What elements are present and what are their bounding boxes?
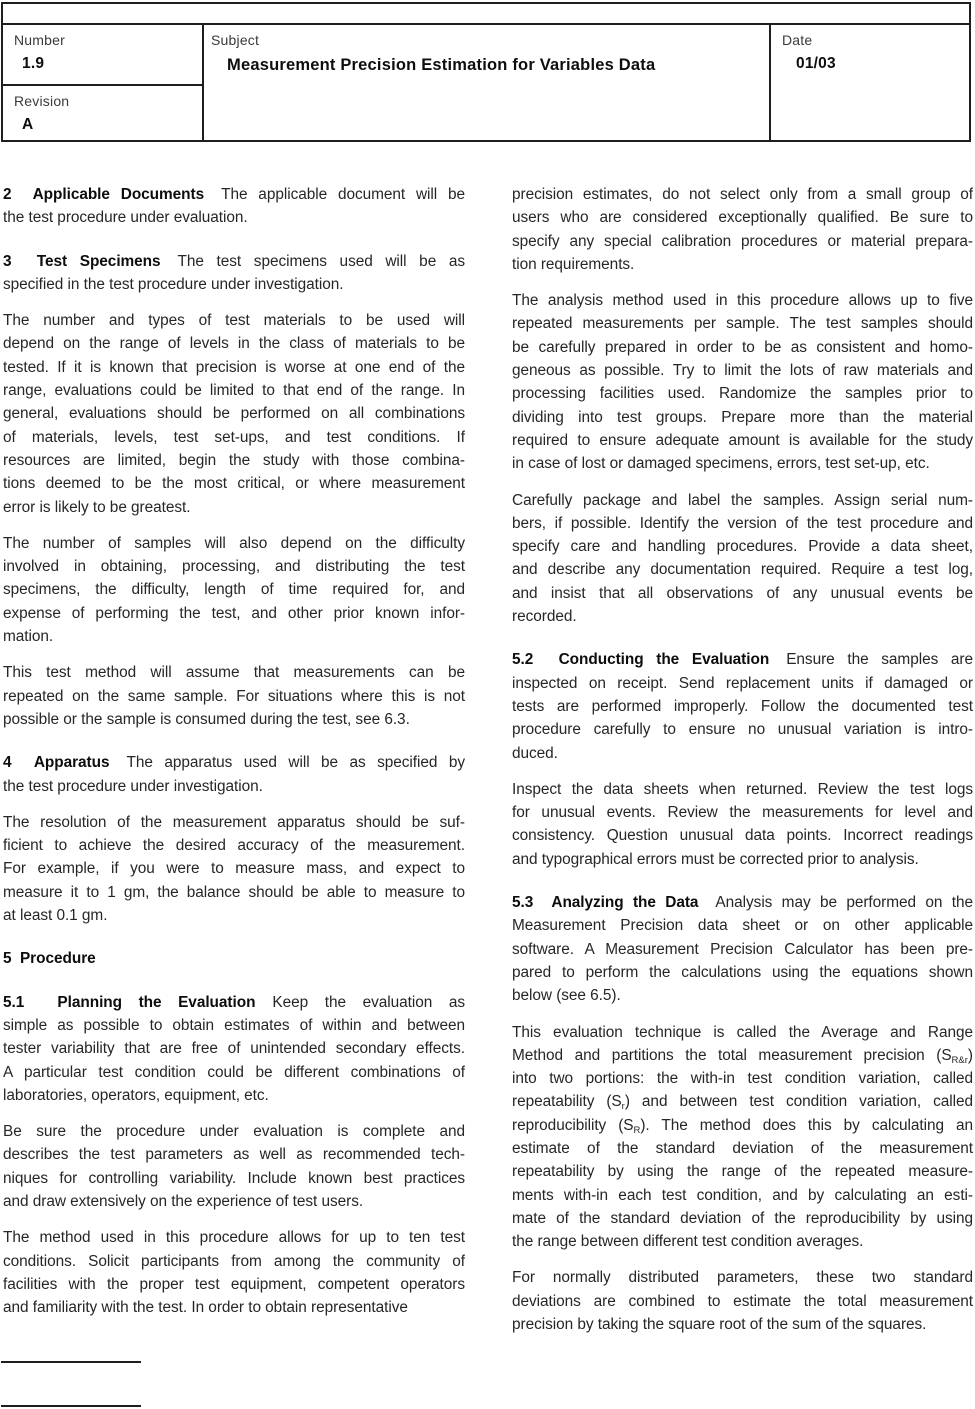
text-line: tested. If it is known that precision is worse at one end of the: [3, 358, 465, 376]
text-line: specimens, the difficulty, length of time required for, and: [3, 581, 465, 599]
footnote-rule: [1, 1405, 141, 1407]
text-line: Carefully package and label the samples. Assign serial num-: [512, 491, 973, 509]
footnote-rule: [1, 1361, 141, 1363]
text-line: For normally distributed parameters, these two standard: [512, 1269, 973, 1287]
text-line: ments with-in each test condition, and by calculating an esti-: [512, 1186, 973, 1204]
text-line: 5.2 Conducting the Evaluation Ensure the samples are: [512, 651, 973, 669]
text-line: possible or the sample is consumed during the test, see 6.3.: [3, 710, 410, 728]
text-line: tions deemed to be the most critical, or where measurement: [3, 475, 465, 493]
text-line: 5.3 Analyzing the Data Analysis may be performed on the: [512, 894, 973, 912]
text-line: processing facilities used. Randomize the samples prior to: [512, 385, 973, 403]
section-heading: 5.2 Conducting the Evaluation: [512, 651, 770, 669]
header-left-column: [3, 25, 204, 140]
text-line: the test procedure under evaluation.: [3, 209, 248, 227]
paragraph: [512, 183, 973, 276]
section-paragraph: [3, 250, 465, 297]
text-line: The number of samples will also depend on the difficulty: [3, 534, 465, 552]
paragraph: [3, 532, 465, 648]
text-line: users who are considered exceptionally qualified. Be sure to: [512, 209, 973, 227]
text-line: and insist that all observations of any unusual events be: [512, 584, 973, 602]
section-heading: 3 Test Specimens: [3, 252, 161, 270]
text-line: duced.: [512, 744, 558, 762]
text-line: Method and partitions the total measurement precision (SR&r): [512, 1046, 973, 1066]
section-paragraph: [3, 183, 465, 230]
text-line: repeated measurements per sample. The test samples should: [512, 315, 973, 333]
text-line: niques for controlling variability. Include known best practices: [3, 1169, 465, 1187]
text-line: specify care and handling procedures. Provide a data sheet,: [512, 538, 973, 556]
section-heading: 4 Apparatus: [3, 754, 110, 772]
text-line: mate of the standard deviation of the reproducibility by using: [512, 1209, 973, 1227]
text-line: depend on the range of levels in the class of materials to be: [3, 335, 465, 353]
text-line: required to ensure adequate amount is available for the study: [512, 431, 973, 449]
text-line: 5.1 Planning the Evaluation Keep the evaluation as: [3, 993, 465, 1011]
section-heading: 5.1 Planning the Evaluation: [3, 993, 256, 1011]
section-paragraph: [3, 751, 465, 798]
text-line: The number and types of test materials to be used will: [3, 312, 465, 330]
subscript: R&r: [951, 1054, 968, 1066]
text-line: The resolution of the measurement apparatus should be suf-: [3, 813, 465, 831]
text-line: pared to perform the calculations using the equations shown: [512, 963, 973, 981]
text-line: below (see 6.5).: [512, 987, 621, 1005]
text-line: estimate of the standard deviation of the measurement: [512, 1139, 973, 1157]
section-paragraph: [3, 991, 465, 1107]
number-label: Number: [14, 32, 65, 48]
text-line: A particular test condition could be different combinations of: [3, 1063, 465, 1081]
text-line: general, evaluations should be performed on all combinations: [3, 405, 465, 423]
text-line: and typographical errors must be corrected prior to analysis.: [512, 850, 919, 868]
text-line: simple as possible to obtain estimates of within and between: [3, 1016, 465, 1034]
number-value: 1.9: [22, 55, 45, 72]
paragraph: [512, 289, 973, 475]
text-line: the range between different test condition averages.: [512, 1233, 864, 1251]
text-line: reproducibility (SR). The method does this by calculating an: [512, 1116, 973, 1136]
section-paragraph: [3, 947, 465, 970]
text-line: error is likely to be greatest.: [3, 498, 191, 516]
text-line: of materials, levels, test set-ups, and test conditions. If: [3, 428, 465, 446]
section-heading: 5 Procedure: [3, 950, 96, 968]
date-label: Date: [782, 32, 813, 48]
right-text-column: [512, 183, 973, 1336]
text-line: involved in obtaining, processing, and distributing the test: [3, 558, 465, 576]
paragraph: [512, 489, 973, 629]
revision-cell: [3, 86, 202, 140]
text-line: and familiarity with the test. In order to obtain representative: [3, 1299, 408, 1317]
subject-label: Subject: [211, 32, 260, 48]
text-line: describes the test parameters as well as recommended tech-: [3, 1146, 465, 1164]
paragraph: [3, 1120, 465, 1213]
text-line: precision estimates, do not select only from a small group of: [512, 186, 973, 203]
text-line: tester variability that are free of unintended secondary effects.: [3, 1040, 465, 1058]
revision-value: A: [22, 116, 34, 133]
text-line: This test method will assume that measurements can be: [3, 664, 465, 682]
text-line: into two portions: the with-in test condition variation, called: [512, 1070, 973, 1088]
text-line: Inspect the data sheets when returned. Review the test logs: [512, 780, 973, 798]
text-line: Measurement Precision data sheet or on other applicable: [512, 917, 973, 935]
text-line: 4 Apparatus The apparatus used will be as specified by: [3, 754, 465, 772]
text-line: [3, 947, 465, 970]
section-paragraph: [512, 891, 973, 1007]
text-line: be carefully prepared in order to be as consistent and homo-: [512, 338, 973, 356]
text-line: specified in the test procedure under investigation.: [3, 275, 344, 293]
text-line: tion requirements.: [512, 255, 635, 273]
text-line: repeated on the same sample. For situations where this is not: [3, 687, 465, 705]
text-line: For example, if you were to measure mass, and expect to: [3, 860, 465, 878]
text-line: tests are performed improperly. Follow the documented test: [512, 697, 973, 715]
text-line: for unusual events. Review the measurements for level and: [512, 804, 973, 822]
text-line: ficient to achieve the desired accuracy of the measurement.: [3, 837, 465, 855]
number-cell: [3, 25, 202, 86]
text-line: This evaluation technique is called the Average and Range: [512, 1023, 973, 1041]
header-top-bar: [1, 2, 971, 23]
text-line: 2 Applicable Documents The applicable document will be: [3, 186, 465, 203]
subject-cell: [204, 25, 769, 140]
text-line: the test procedure under investigation.: [3, 777, 263, 795]
paragraph: [3, 1226, 465, 1319]
subscript: r: [621, 1101, 625, 1113]
text-line: procedure carefully to ensure no unusual variation is intro-: [512, 721, 973, 739]
text-line: dividing into test groups. Prepare more than the material: [512, 408, 973, 426]
text-line: mation.: [3, 628, 54, 646]
paragraph: [3, 811, 465, 927]
text-line: bers, if possible. Identify the version of the test procedure and: [512, 514, 973, 532]
text-line: precision by taking the square root of the sum of the squares.: [512, 1316, 927, 1334]
text-line: recorded.: [512, 608, 577, 626]
text-line: 3 Test Specimens The test specimens used will be as: [3, 252, 465, 270]
text-line: resources are limited, begin the study with those combina-: [3, 451, 465, 469]
document-header-table: [1, 23, 971, 142]
text-line: laboratories, operators, equipment, etc.: [3, 1086, 269, 1104]
text-line: range, evaluations could be limited to that end of the range. In: [3, 382, 465, 400]
text-line: consistency. Question unusual data points. Incorrect readings: [512, 827, 973, 845]
text-line: deviations are combined to estimate the total measurement: [512, 1292, 973, 1310]
left-text-column: [3, 183, 465, 1319]
paragraph: [512, 778, 973, 871]
text-line: and draw extensively on the experience of test users.: [3, 1192, 364, 1210]
text-line: repeatability (Sr) and between test condition variation, called: [512, 1093, 973, 1113]
section-heading: 5.3 Analyzing the Data: [512, 894, 699, 912]
paragraph: [512, 1266, 973, 1336]
text-line: measure it to 1 gm, the balance should be able to measure to: [3, 883, 465, 901]
text-line: expense of performing the test, and other prior known infor-: [3, 604, 465, 622]
section-paragraph: [512, 648, 973, 764]
paragraph: [3, 309, 465, 519]
subject-value: Measurement Precision Estimation for Variables Data: [227, 56, 656, 74]
text-line: geneous as possible. Try to limit the lots of raw materials and: [512, 362, 973, 380]
revision-label: Revision: [14, 93, 70, 109]
text-line: Be sure the procedure under evaluation is complete and: [3, 1123, 465, 1141]
subscript: R: [633, 1124, 641, 1136]
text-line: The method used in this procedure allows for up to ten test: [3, 1229, 465, 1247]
section-heading: 2 Applicable Documents: [3, 186, 205, 203]
text-line: in case of lost or damaged specimens, errors, test set-up, etc.: [512, 455, 930, 473]
paragraph: [3, 661, 465, 731]
text-line: software. A Measurement Precision Calculator has been pre-: [512, 940, 973, 958]
text-line: repeatability by using the range of the repeated measure-: [512, 1163, 973, 1181]
text-line: conditions. Solicit participants from among the community of: [3, 1252, 465, 1270]
text-line: specify any special calibration procedures or material prepara-: [512, 232, 973, 250]
text-line: at least 0.1 gm.: [3, 907, 108, 925]
text-line: and describe any documentation required. Require a test log,: [512, 561, 973, 579]
text-line: The analysis method used in this procedure allows up to five: [512, 292, 973, 310]
date-cell: [769, 25, 969, 140]
text-line: facilities with the proper test equipment, competent operators: [3, 1275, 465, 1293]
text-line: inspected on receipt. Send replacement units if damaged or: [512, 674, 973, 692]
date-value: 01/03: [796, 55, 836, 72]
paragraph: [512, 1021, 973, 1254]
